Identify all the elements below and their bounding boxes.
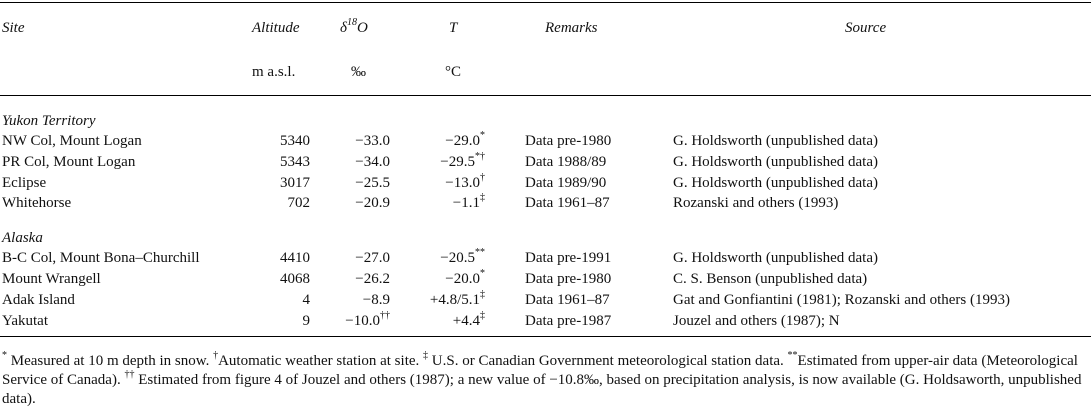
cell-d18o: −20.9 (355, 195, 390, 211)
cell-temperature: −29.0* (445, 130, 485, 149)
header-temperature: T (449, 20, 458, 36)
cell-altitude: 4068 (280, 271, 310, 287)
cell-d18o: −26.2 (355, 271, 390, 287)
group-label-yukon: Yukon Territory (2, 113, 96, 129)
cell-d18o: −33.0 (355, 133, 390, 149)
cell-remarks: Data pre-1980 (525, 271, 612, 287)
cell-remarks: Data 1989/90 (525, 175, 607, 191)
table-footnotes: * Measured at 10 m depth in snow. †Automatic weather station at site. ‡ U.S. or Canadian Government meteorological station data. **Estimated from upper-air data (Meteorological Service of Canada). †† Estimated from figure 4 of Jouzel and others (1987); a new value of −10.8‰, based on precipitation analysis, is now available (G. Holdsaworth, unpublished data). (2, 350, 1082, 407)
cell-temperature: −20.5** (440, 247, 485, 266)
header-source: Source (845, 20, 887, 36)
cell-site: NW Col, Mount Logan (2, 133, 142, 149)
cell-d18o: −10.0†† (345, 310, 390, 329)
header-temperature-unit: °C (445, 64, 462, 80)
cell-remarks: Data 1961–87 (525, 292, 610, 308)
cell-source: Gat and Gonfiantini (1981); Rozanski and others (1993) (673, 292, 1011, 308)
header-site: Site (2, 20, 25, 36)
cell-site: Yakutat (2, 313, 48, 329)
cell-altitude: 4 (302, 292, 310, 308)
cell-site: Eclipse (2, 175, 47, 191)
cell-temperature: −13.0† (445, 172, 485, 191)
cell-source: G. Holdsworth (unpublished data) (673, 175, 878, 191)
cell-site: Adak Island (2, 292, 75, 308)
cell-temperature: −1.1‡ (452, 192, 485, 211)
header-rule (0, 95, 1091, 96)
group-label-alaska: Alaska (2, 230, 43, 246)
cell-temperature: −29.5*† (440, 151, 485, 170)
cell-source: G. Holdsworth (unpublished data) (673, 133, 878, 149)
cell-d18o: −25.5 (355, 175, 390, 191)
cell-temperature: +4.8/5.1‡ (429, 289, 485, 308)
cell-d18o: −8.9 (362, 292, 390, 308)
cell-source: Rozanski and others (1993) (673, 195, 839, 211)
cell-site: Whitehorse (2, 195, 72, 211)
cell-remarks: Data 1988/89 (525, 154, 607, 170)
cell-temperature: +4.4‡ (452, 310, 485, 329)
cell-altitude: 5343 (280, 154, 310, 170)
cell-remarks: Data pre-1987 (525, 313, 612, 329)
top-rule (0, 2, 1091, 3)
cell-altitude: 3017 (280, 175, 310, 191)
header-altitude: Altitude (252, 20, 300, 36)
header-delta-unit: ‰ (351, 64, 366, 80)
cell-altitude: 5340 (280, 133, 310, 149)
cell-altitude: 9 (302, 313, 310, 329)
cell-source: G. Holdsworth (unpublished data) (673, 154, 878, 170)
cell-site: Mount Wrangell (2, 271, 101, 287)
cell-temperature: −20.0* (445, 268, 485, 287)
cell-remarks: Data pre-1980 (525, 133, 612, 149)
header-remarks: Remarks (545, 20, 598, 36)
cell-site: PR Col, Mount Logan (2, 154, 136, 170)
cell-remarks: Data pre-1991 (525, 250, 612, 266)
header-altitude-unit: m a.s.l. (252, 64, 296, 80)
cell-d18o: −34.0 (355, 154, 390, 170)
cell-source: C. S. Benson (unpublished data) (673, 271, 868, 287)
cell-altitude: 702 (287, 195, 310, 211)
cell-source: Jouzel and others (1987); N (673, 313, 840, 329)
cell-d18o: −27.0 (355, 250, 390, 266)
cell-altitude: 4410 (280, 250, 310, 266)
cell-site: B-C Col, Mount Bona–Churchill (2, 250, 200, 266)
cell-source: G. Holdsworth (unpublished data) (673, 250, 878, 266)
header-delta18o: $\delta^{18}O$ (340, 17, 368, 36)
cell-remarks: Data 1961–87 (525, 195, 610, 211)
bottom-rule (0, 336, 1091, 337)
